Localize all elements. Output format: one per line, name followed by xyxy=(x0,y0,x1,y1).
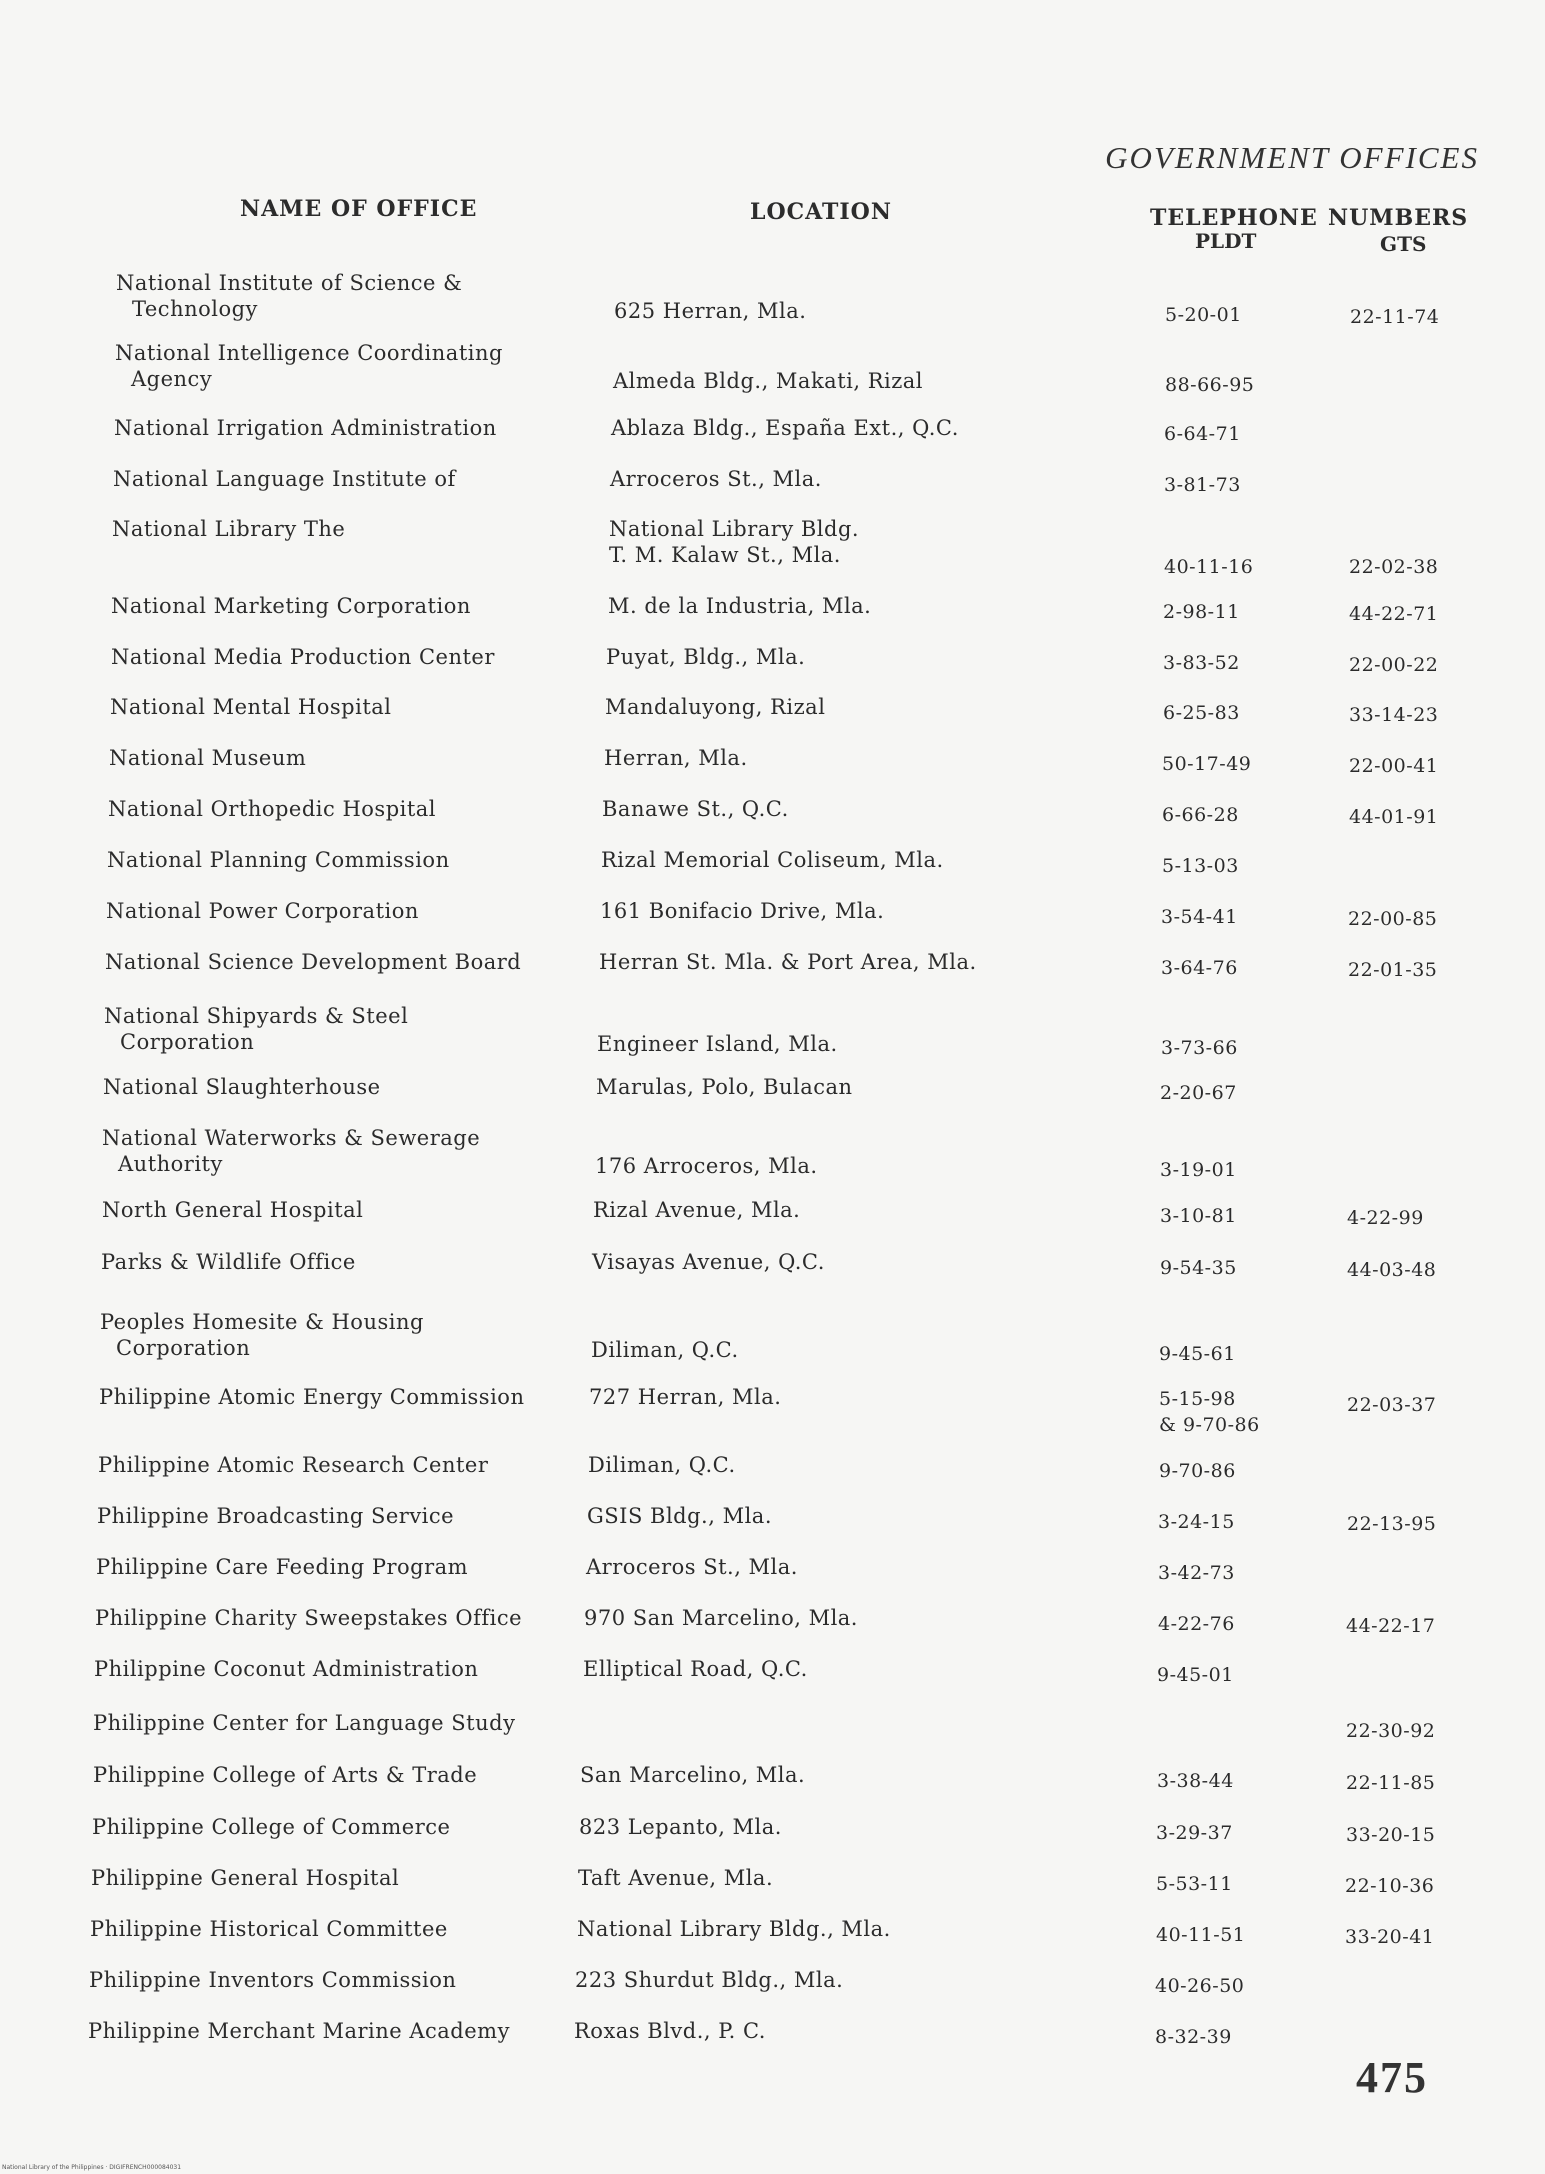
table-row xyxy=(0,847,1545,887)
office-pldt-number xyxy=(1162,751,1251,777)
office-location-line: 970 San Marcelino, Mla. xyxy=(584,1606,858,1630)
office-name xyxy=(116,270,462,322)
office-location xyxy=(606,644,805,670)
office-location-line: Almeda Bldg., Makati, Rizal xyxy=(613,369,924,393)
office-pldt-number xyxy=(1160,1157,1237,1183)
footer-note: National Library of the Philippines · DIGIFRENCH000084031 xyxy=(2,2164,182,2171)
office-gts-number xyxy=(1350,304,1439,330)
office-name-line: National Science Development Board xyxy=(105,950,522,974)
office-pldt-number xyxy=(1164,472,1241,498)
office-name-line: Philippine General Hospital xyxy=(91,1866,400,1890)
office-pldt-number xyxy=(1155,2024,1232,2050)
office-location-line: Visayas Avenue, Q.C. xyxy=(592,1250,825,1274)
column-header-pldt: PLDT xyxy=(1195,229,1257,253)
office-name xyxy=(105,949,521,975)
column-header-telephone: TELEPHONE xyxy=(1150,205,1318,231)
office-name-line: Philippine Broadcasting Service xyxy=(97,1504,455,1528)
office-pldt-number xyxy=(1156,1922,1245,1948)
office-pldt-number-line: 3-83-52 xyxy=(1163,652,1240,674)
office-location xyxy=(588,1452,736,1478)
office-pldt-number-line: 3-54-41 xyxy=(1161,906,1238,928)
office-pldt-number-line: 5-13-03 xyxy=(1162,855,1239,877)
office-name-line-2: Authority xyxy=(118,1152,223,1176)
office-location xyxy=(574,2018,766,2044)
office-gts-number xyxy=(1349,804,1438,830)
office-pldt-number-line: 9-54-35 xyxy=(1160,1257,1237,1279)
office-name xyxy=(111,593,471,619)
office-location-line: 176 Arroceros, Mla. xyxy=(595,1154,818,1178)
office-name-line: National Irrigation Administration xyxy=(114,416,497,440)
office-gts-number xyxy=(1346,1822,1435,1848)
office-location-line: Rizal Avenue, Mla. xyxy=(593,1198,801,1222)
office-name-line: National Language Institute of xyxy=(113,467,456,491)
office-location xyxy=(601,847,944,873)
office-pldt-number xyxy=(1162,802,1239,828)
office-pldt-number-line: 3-38-44 xyxy=(1157,1770,1234,1792)
table-row xyxy=(0,1967,1545,2007)
office-gts-number xyxy=(1346,1613,1435,1639)
office-location-line: Ablaza Bldg., España Ext., Q.C. xyxy=(611,416,959,440)
office-name-line: Philippine Inventors Commission xyxy=(89,1968,457,1992)
office-gts-number xyxy=(1345,1924,1434,1950)
office-pldt-number-line: 3-19-01 xyxy=(1160,1159,1237,1181)
office-pldt-number xyxy=(1163,599,1240,625)
table-row xyxy=(0,1554,1545,1594)
office-gts-number xyxy=(1347,1205,1424,1231)
office-pldt-number-line: 5-53-11 xyxy=(1156,1873,1233,1895)
office-location-line: Herran, Mla. xyxy=(604,746,748,770)
office-gts-number xyxy=(1349,601,1438,627)
office-name xyxy=(102,1197,363,1223)
office-name xyxy=(91,1865,399,1891)
office-location xyxy=(587,1503,772,1529)
office-location xyxy=(586,1554,798,1580)
table-row xyxy=(0,1656,1545,1696)
office-name xyxy=(93,1710,515,1736)
table-row xyxy=(0,694,1545,734)
office-name xyxy=(115,340,503,392)
office-location xyxy=(584,1605,858,1631)
office-pldt-number xyxy=(1159,1458,1236,1484)
office-gts-number xyxy=(1346,1718,1435,1744)
office-name-line-2: Corporation xyxy=(120,1030,255,1054)
office-name-line: National Planning Commission xyxy=(107,848,450,872)
office-gts-number xyxy=(1349,702,1438,728)
office-pldt-number xyxy=(1164,421,1241,447)
table-row xyxy=(0,1384,1545,1436)
office-pldt-number xyxy=(1161,955,1238,981)
office-location xyxy=(589,1384,781,1410)
office-location-line: San Marcelino, Mla. xyxy=(580,1763,806,1787)
office-pldt-number-line: 50-17-49 xyxy=(1162,753,1252,775)
office-location xyxy=(609,516,859,568)
office-location-line: GSIS Bldg., Mla. xyxy=(587,1504,772,1528)
office-name xyxy=(103,1074,381,1100)
table-row xyxy=(0,1762,1545,1802)
office-name xyxy=(88,2018,510,2044)
office-name-line: Philippine Historical Committee xyxy=(90,1917,448,1941)
office-name-line: National Media Production Center xyxy=(111,645,495,669)
office-name-line: National Marketing Corporation xyxy=(111,594,471,618)
office-location xyxy=(604,745,748,771)
office-pldt-number-line: 9-70-86 xyxy=(1159,1460,1236,1482)
office-pldt-number xyxy=(1160,1203,1237,1229)
office-pldt-number-line: 6-66-28 xyxy=(1162,804,1239,826)
office-pldt-number xyxy=(1158,1611,1235,1637)
office-location-line: Herran St. Mla. & Port Area, Mla. xyxy=(599,950,977,974)
office-location xyxy=(611,415,959,441)
office-name-line: Philippine Charity Sweepstakes Office xyxy=(95,1606,523,1630)
office-name-line: National Waterworks & Sewerage xyxy=(102,1126,481,1150)
office-gts-number-line: 22-00-22 xyxy=(1349,654,1439,676)
office-name-line: National Intelligence Coordinating xyxy=(115,341,503,365)
office-location-line: Banawe St., Q.C. xyxy=(602,797,789,821)
office-location xyxy=(599,949,977,975)
office-pldt-number-line: 9-45-61 xyxy=(1159,1343,1236,1365)
office-gts-number xyxy=(1347,1392,1436,1418)
table-row xyxy=(0,270,1545,328)
office-location xyxy=(596,1074,853,1100)
office-pldt-number xyxy=(1156,1871,1233,1897)
office-pldt-number-line: 2-20-67 xyxy=(1160,1082,1237,1104)
office-location-line-2: T. M. Kalaw St., Mla. xyxy=(609,543,841,567)
office-pldt-number xyxy=(1162,853,1239,879)
office-name xyxy=(110,694,392,720)
office-location-line: Arroceros St., Mla. xyxy=(610,467,822,491)
office-pldt-number-line: 2-98-11 xyxy=(1163,601,1240,623)
table-row xyxy=(0,593,1545,633)
office-location xyxy=(578,1865,773,1891)
office-pldt-number xyxy=(1159,1386,1260,1438)
office-name-line: Philippine Coconut Administration xyxy=(94,1657,479,1681)
office-gts-number xyxy=(1348,906,1437,932)
office-location xyxy=(580,1762,805,1788)
office-name xyxy=(93,1762,477,1788)
office-location xyxy=(608,593,871,619)
office-pldt-number-line: 4-22-76 xyxy=(1158,1613,1235,1635)
office-location-line: Taft Avenue, Mla. xyxy=(578,1866,774,1890)
office-location-line: Elliptical Road, Q.C. xyxy=(583,1657,808,1681)
office-name xyxy=(89,1967,456,1993)
office-gts-number-line: 33-20-15 xyxy=(1346,1824,1436,1846)
office-location xyxy=(583,1656,808,1682)
office-location xyxy=(579,1814,782,1840)
table-row xyxy=(0,898,1545,938)
office-location xyxy=(577,1916,891,1942)
office-gts-number-line: 44-22-71 xyxy=(1349,603,1439,625)
table-row xyxy=(0,796,1545,836)
office-location-line: 625 Herran, Mla. xyxy=(614,299,807,323)
office-gts-number xyxy=(1347,1511,1436,1537)
office-location-line: Rizal Memorial Coliseum, Mla. xyxy=(601,848,944,872)
office-name xyxy=(100,1309,424,1361)
office-location-line: 727 Herran, Mla. xyxy=(589,1385,782,1409)
office-name xyxy=(109,745,306,771)
office-location xyxy=(593,1197,800,1223)
office-name-line: National Power Corporation xyxy=(106,899,419,923)
office-pldt-number xyxy=(1158,1560,1235,1586)
office-name xyxy=(104,1003,408,1055)
office-pldt-number xyxy=(1163,650,1240,676)
office-name xyxy=(102,1125,480,1177)
office-location-line: 823 Lepanto, Mla. xyxy=(579,1815,782,1839)
office-pldt-number xyxy=(1165,302,1242,328)
office-location xyxy=(605,694,825,720)
table-row xyxy=(0,1074,1545,1114)
office-name-line: Philippine Atomic Research Center xyxy=(98,1453,489,1477)
office-pldt-number xyxy=(1156,1820,1233,1846)
office-location-line: 223 Shurdut Bldg., Mla. xyxy=(575,1968,844,1992)
section-title: GOVERNMENT OFFICES xyxy=(1105,140,1479,175)
office-pldt-number-line: 5-20-01 xyxy=(1165,304,1242,326)
office-pldt-number-line-2: & 9-70-86 xyxy=(1159,1414,1260,1436)
office-gts-number-line: 33-14-23 xyxy=(1349,704,1439,726)
office-name xyxy=(106,898,419,924)
office-gts-number-line: 22-30-92 xyxy=(1346,1720,1436,1742)
office-pldt-number xyxy=(1163,700,1240,726)
office-gts-number-line: 22-11-85 xyxy=(1346,1772,1436,1794)
office-location-line: Marulas, Polo, Bulacan xyxy=(596,1075,853,1099)
office-name-line: Peoples Homesite & Housing xyxy=(100,1310,424,1334)
office-gts-number-line: 22-13-95 xyxy=(1347,1513,1437,1535)
office-name-line: Philippine Merchant Marine Academy xyxy=(88,2019,510,2043)
office-location-line: National Library Bldg. xyxy=(609,517,860,541)
office-name xyxy=(108,796,436,822)
office-name-line-2: Corporation xyxy=(116,1336,251,1360)
office-gts-number xyxy=(1349,652,1438,678)
office-location-line: Engineer Island, Mla. xyxy=(597,1032,838,1056)
office-gts-number xyxy=(1349,554,1438,580)
table-row xyxy=(0,340,1545,396)
column-header-name: NAME OF OFFICE xyxy=(240,196,478,222)
office-pldt-number-line: 40-11-16 xyxy=(1164,556,1254,578)
office-pldt-number xyxy=(1164,554,1253,580)
office-gts-number-line: 22-02-38 xyxy=(1349,556,1439,578)
office-name xyxy=(107,847,450,873)
office-location xyxy=(602,796,789,822)
office-pldt-number xyxy=(1160,1255,1237,1281)
office-pldt-number-line: 88-66-95 xyxy=(1165,374,1255,396)
office-name-line: Parks & Wildlife Office xyxy=(101,1250,356,1274)
office-location-line: Diliman, Q.C. xyxy=(588,1453,736,1477)
office-name-line: Philippine Care Feeding Program xyxy=(96,1555,469,1579)
office-pldt-number xyxy=(1161,904,1238,930)
table-row xyxy=(0,1452,1545,1492)
office-name xyxy=(90,1916,448,1942)
office-location xyxy=(575,1967,843,1993)
table-row xyxy=(0,1605,1545,1645)
office-pldt-number-line: 6-64-71 xyxy=(1164,423,1241,445)
office-pldt-number-line: 9-45-01 xyxy=(1157,1664,1234,1686)
office-gts-number-line: 33-20-41 xyxy=(1345,1926,1435,1948)
office-name-line: Philippine Atomic Energy Commission xyxy=(99,1385,525,1409)
office-location xyxy=(613,368,923,394)
office-gts-number xyxy=(1347,1257,1436,1283)
office-name xyxy=(111,644,495,670)
office-gts-number xyxy=(1345,1873,1434,1899)
office-name-line: National Museum xyxy=(109,746,307,770)
office-location xyxy=(600,898,884,924)
office-name-line: National Institute of Science & xyxy=(116,271,463,295)
office-gts-number-line: 22-10-36 xyxy=(1345,1875,1435,1897)
office-name xyxy=(98,1452,488,1478)
table-row xyxy=(0,949,1545,989)
office-location xyxy=(610,466,822,492)
table-row xyxy=(0,2018,1545,2058)
column-header-gts: GTS xyxy=(1380,232,1427,256)
office-gts-number xyxy=(1346,1770,1435,1796)
office-pldt-number-line: 3-24-15 xyxy=(1158,1511,1235,1533)
office-gts-number-line: 44-22-17 xyxy=(1346,1615,1436,1637)
table-row xyxy=(0,1814,1545,1854)
office-name xyxy=(95,1605,522,1631)
office-name-line: National Library The xyxy=(112,517,346,541)
office-pldt-number-line: 40-26-50 xyxy=(1155,1975,1245,1997)
office-gts-number-line: 4-22-99 xyxy=(1347,1207,1424,1229)
office-location-line: Puyat, Bldg., Mla. xyxy=(606,645,806,669)
office-gts-number xyxy=(1349,753,1438,779)
office-pldt-number xyxy=(1160,1080,1237,1106)
office-pldt-number-line: 6-25-83 xyxy=(1163,702,1240,724)
office-name xyxy=(97,1503,454,1529)
office-location-line: National Library Bldg., Mla. xyxy=(577,1917,891,1941)
office-name xyxy=(112,516,345,542)
office-name xyxy=(92,1814,450,1840)
table-row xyxy=(0,466,1545,506)
office-pldt-number xyxy=(1157,1768,1234,1794)
office-gts-number-line: 22-00-85 xyxy=(1348,908,1438,930)
office-pldt-number-line: 3-73-66 xyxy=(1161,1037,1238,1059)
office-pldt-number xyxy=(1165,372,1254,398)
table-row xyxy=(0,1125,1545,1181)
office-name-line: National Orthopedic Hospital xyxy=(108,797,437,821)
office-gts-number-line: 22-01-35 xyxy=(1348,959,1438,981)
office-pldt-number-line: 40-11-51 xyxy=(1156,1924,1246,1946)
office-name xyxy=(101,1249,356,1275)
table-row xyxy=(0,745,1545,785)
office-pldt-number-line: 5-15-98 xyxy=(1159,1388,1236,1410)
office-pldt-number-line: 3-42-73 xyxy=(1158,1562,1235,1584)
office-location-line: Arroceros St., Mla. xyxy=(586,1555,798,1579)
office-location-line: Mandaluyong, Rizal xyxy=(605,695,826,719)
column-header-numbers: NUMBERS xyxy=(1328,205,1469,231)
office-name-line-2: Agency xyxy=(131,367,213,391)
table-row xyxy=(0,1865,1545,1905)
office-gts-number-line: 22-03-37 xyxy=(1347,1394,1437,1416)
office-pldt-number-line: 3-10-81 xyxy=(1160,1205,1237,1227)
office-location xyxy=(592,1249,825,1275)
office-name-line: National Mental Hospital xyxy=(110,695,392,719)
office-gts-number xyxy=(1348,957,1437,983)
table-row xyxy=(0,1309,1545,1365)
office-name-line-2: Technology xyxy=(132,297,258,321)
table-row xyxy=(0,1003,1545,1059)
office-name xyxy=(113,466,456,492)
office-gts-number-line: 44-01-91 xyxy=(1349,806,1439,828)
table-row xyxy=(0,1710,1545,1750)
table-row xyxy=(0,644,1545,684)
office-pldt-number-line: 3-29-37 xyxy=(1156,1822,1233,1844)
table-row xyxy=(0,1916,1545,1956)
office-name-line: Philippine College of Arts & Trade xyxy=(93,1763,478,1787)
office-pldt-number-line: 3-81-73 xyxy=(1164,474,1241,496)
office-location xyxy=(597,1031,838,1057)
office-location-line: Roxas Blvd., P. C. xyxy=(574,2019,766,2043)
office-gts-number-line: 44-03-48 xyxy=(1347,1259,1437,1281)
office-name-line: Philippine College of Commerce xyxy=(92,1815,451,1839)
office-pldt-number xyxy=(1155,1973,1244,1999)
office-name xyxy=(99,1384,524,1410)
office-location-line: M. de la Industria, Mla. xyxy=(608,594,872,618)
page-number: 475 xyxy=(1356,2053,1428,2102)
table-row xyxy=(0,1503,1545,1543)
office-location-line: 161 Bonifacio Drive, Mla. xyxy=(600,899,885,923)
table-row xyxy=(0,1197,1545,1237)
office-location-line: Diliman, Q.C. xyxy=(591,1338,739,1362)
office-name xyxy=(96,1554,468,1580)
office-location xyxy=(595,1153,818,1179)
office-name xyxy=(114,415,497,441)
table-row xyxy=(0,415,1545,455)
office-name-line: North General Hospital xyxy=(102,1198,364,1222)
table-row xyxy=(0,516,1545,578)
office-pldt-number xyxy=(1161,1035,1238,1061)
office-gts-number-line: 22-00-41 xyxy=(1349,755,1439,777)
office-pldt-number xyxy=(1157,1662,1234,1688)
office-gts-number-line: 22-11-74 xyxy=(1350,306,1440,328)
office-name-line: Philippine Center for Language Study xyxy=(93,1711,516,1735)
office-pldt-number xyxy=(1158,1509,1235,1535)
office-pldt-number-line: 8-32-39 xyxy=(1155,2026,1232,2048)
office-name xyxy=(94,1656,478,1682)
column-header-location: LOCATION xyxy=(750,199,892,225)
table-row xyxy=(0,1249,1545,1289)
office-name-line: National Shipyards & Steel xyxy=(104,1004,409,1028)
office-name-line: National Slaughterhouse xyxy=(103,1075,381,1099)
office-location xyxy=(614,298,806,324)
office-pldt-number-line: 3-64-76 xyxy=(1161,957,1238,979)
office-pldt-number xyxy=(1159,1341,1236,1367)
office-location xyxy=(591,1337,739,1363)
